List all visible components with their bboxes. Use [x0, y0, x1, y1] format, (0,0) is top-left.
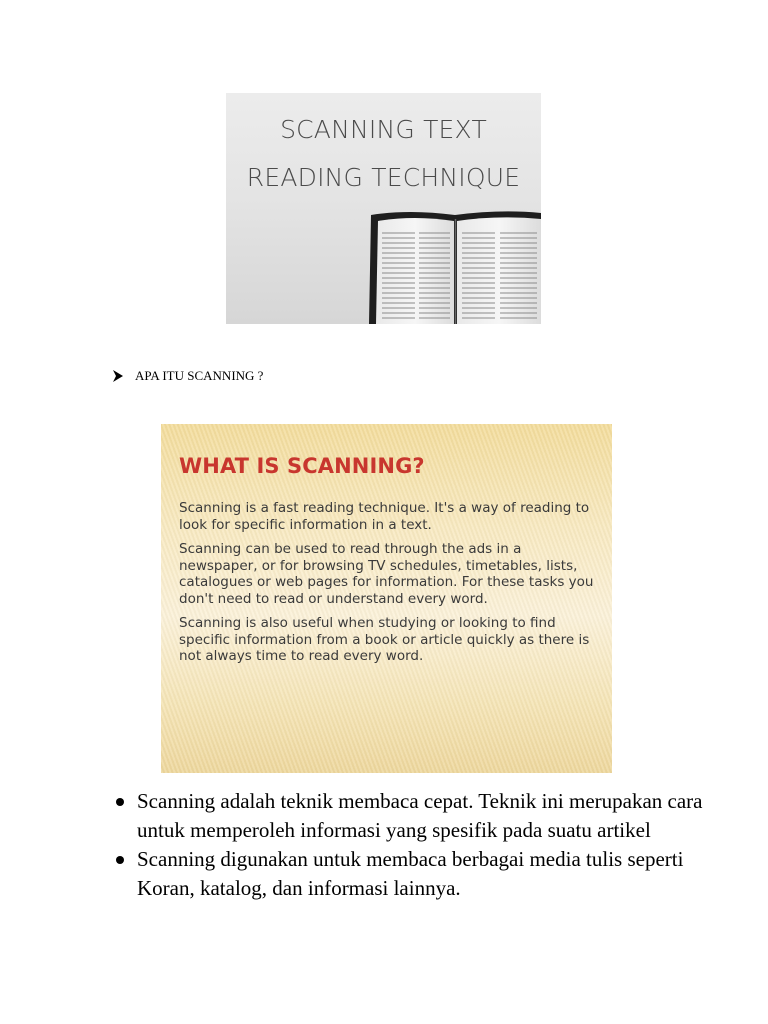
scanning-technique-image [226, 93, 541, 324]
list-item-text: Scanning adalah teknik membaca cepat. Teknik ini merupakan cara untuk memperoleh informasi yang spesifik pada suatu artikel [137, 789, 703, 842]
bullet-dot-icon [116, 856, 124, 864]
what-is-scanning-slide [161, 424, 612, 773]
image-title-line-1: SCANNING TEXT [280, 115, 487, 144]
list-item [113, 845, 713, 903]
open-book-icon [369, 211, 541, 324]
bullet-dot-icon [116, 798, 124, 806]
list-item-text: Scanning digunakan untuk membaca berbagai media tulis seperti Koran, katalog, dan informasi lainnya. [137, 847, 684, 900]
slide-heading: WHAT IS SCANNING? [179, 454, 425, 478]
slide-paragraph: Scanning is also useful when studying or looking to find specific information from a book or article quickly as there is not always time to read every word. [179, 615, 590, 664]
section-heading [113, 366, 263, 386]
arrow-bullet-icon [113, 370, 123, 382]
list-item [113, 787, 713, 845]
slide-body [179, 500, 599, 673]
slide-paragraph: Scanning is a fast reading technique. It's a way of reading to look for specific information in a text. [179, 500, 590, 533]
section-heading-text: APA ITU SCANNING ? [135, 368, 264, 383]
slide-paragraph: Scanning can be used to read through the ads in a newspaper, or for browsing TV schedules, timetables, lists, catalogues or web pages for information. For these tasks you don't need to read or understand every word. [179, 541, 594, 607]
image-title-line-2: READING TECHNIQUE [246, 163, 521, 192]
bullet-list [113, 787, 713, 903]
